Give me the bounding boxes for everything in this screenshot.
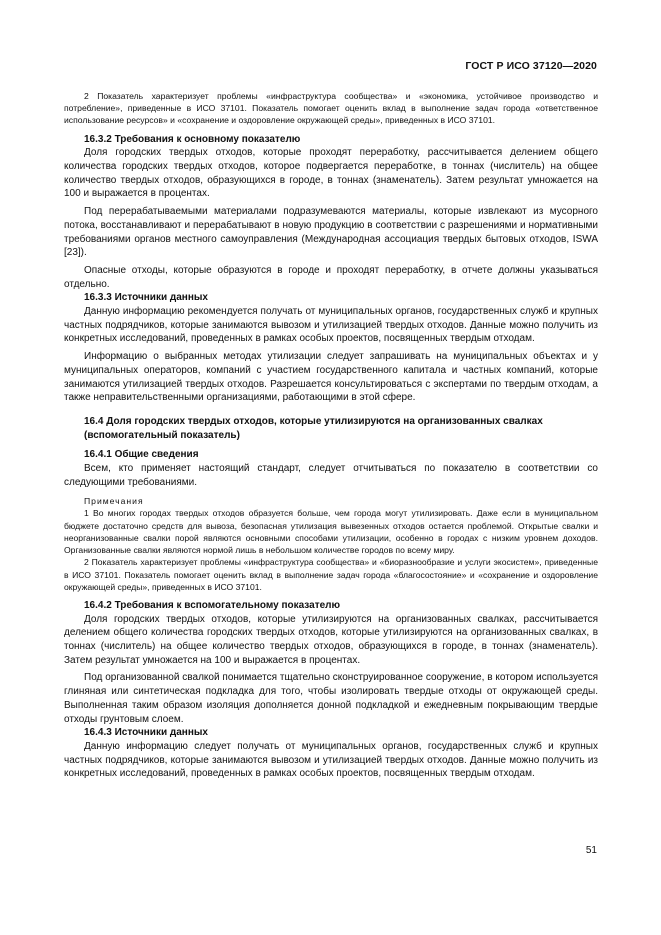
body-paragraph: Доля городских твердых отходов, которые утилизируются на организованных свалках, рассчитывается делением общего количества городских твердых отходов, которые утилизируются на организованных свалках, в тоннах (числитель) на общее количество твердых отходов, образующихся в городе, в тоннах (знаменатель). Затем результат умножается на 100 и выражается в процентах. xyxy=(64,613,598,666)
page-number: 51 xyxy=(585,845,597,856)
body-paragraph: Доля городских твердых отходов, которые проходят переработку, рассчитывается делением общего количества городских твердых отходов, которое подвергается переработке, в тоннах (числитель) на общее количество твердых отходов, образующихся в городе, в тоннах (знаменатель). Затем результат умножается на 100 и выражается в процентах. xyxy=(64,147,598,200)
document-id: ГОСТ Р ИСО 37120—2020 xyxy=(465,60,597,72)
subsection-heading: 16.4 Доля городских твердых отходов, которые утилизируются на организованных свалках (вспомогательный показатель) xyxy=(84,415,543,441)
note-paragraph: 1 Во многих городах твердых отходов образуется больше, чем города могут утилизировать. Даже если в муниципальном бюджете достаточно средств для вывоза, безопасная утилизация вывезенных отходов остается проблемой. Открытые свалки и неорганизованные свалки порой являются основными способами утилизации, особенно в городах с низким уровнем доходов. Организованные свалки являются нормой лишь в небольшом количестве городов по всему миру. xyxy=(64,508,598,556)
section-heading: 16.4.3 Источники данных xyxy=(84,727,208,739)
page-body xyxy=(64,90,598,781)
notes-label: Примечания xyxy=(84,496,144,507)
body-paragraph: Под перерабатываемыми материалами подразумеваются материалы, которые извлекают из мусорного потока, восстанавливают и перерабатывают в новую продукцию в соответствии с разрешениями и нормативными требованиями органов местного самоуправления (Международная ассоциация твердых бытовых отходов, ISWA [23]). xyxy=(64,206,598,259)
body-paragraph: Опасные отходы, которые образуются в городе и проходят переработку, в отчете должны указываться отдельно. xyxy=(64,264,598,290)
body-paragraph: Данную информацию рекомендуется получать от муниципальных органов, государственных служб и крупных частных подрядчиков, которые занимаются вывозом и утилизацией твердых отходов. Данные можно получить из конкретных исследований, проведенных в рамках особых проектов, посвященных твердым отходам. xyxy=(64,306,598,345)
section-heading: 16.4.2 Требования к вспомогательному показателю xyxy=(84,599,341,611)
section-heading: 16.4.1 Общие сведения xyxy=(84,449,199,461)
note-paragraph: 2 Показатель характеризует проблемы «инфраструктура сообщества» и «экономика, устойчивое производство и потребление», приведенные в ИСО 37101. Показатель помогает оценить вклад в выполнение задач города «ответственное использование ресурсов» и «сохранение и оздоровление окружающей среды», приведенных в ИСО 37101. xyxy=(64,91,598,126)
body-paragraph: Данную информацию следует получать от муниципальных органов, государственных служб и крупных частных подрядчиков, которые занимаются вывозом и утилизацией твердых отходов. Данные можно получить из конкретных исследований, проведенных в рамках особых проектов, посвященных твердым отходам. xyxy=(64,740,598,780)
section-heading: 16.3.2 Требования к основному показателю xyxy=(84,133,301,145)
body-paragraph: Под организованной свалкой понимается тщательно сконструированное сооружение, в котором используется глиняная или синтетическая подкладка для того, чтобы изолировать твердые отходы от окружающей среды. Выполненная таким образом изоляция дополняется донной подкладкой и ежедневным покрывающим твердые отходы грунтовым слоем. xyxy=(64,672,598,725)
section-heading: 16.3.3 Источники данных xyxy=(84,292,208,304)
body-paragraph: Всем, кто применяет настоящий стандарт, следует отчитываться по показателю в соответствии со следующими требованиями. xyxy=(64,463,598,488)
note-paragraph: 2 Показатель характеризует проблемы «инфраструктура сообщества» и «биоразнообразие и услуги экосистем», приведенные в ИСО 37101. Показатель помогает оценить вклад в выполнение задач города «благосостояние» и «сохранение и оздоровление окружающей среды», приведенных в ИСО 37101. xyxy=(64,557,598,592)
body-paragraph: Информацию о выбранных методах утилизации следует запрашивать на муниципальных объектах и у муниципальных операторов, компаний с участием государственного капитала и частных компаний, которые занимаются утилизацией твердых отходов. Разрешается консультироваться с экспертами по твердым отходам, а также неправительственными организациями, работающими в этой сфере. xyxy=(64,351,598,404)
